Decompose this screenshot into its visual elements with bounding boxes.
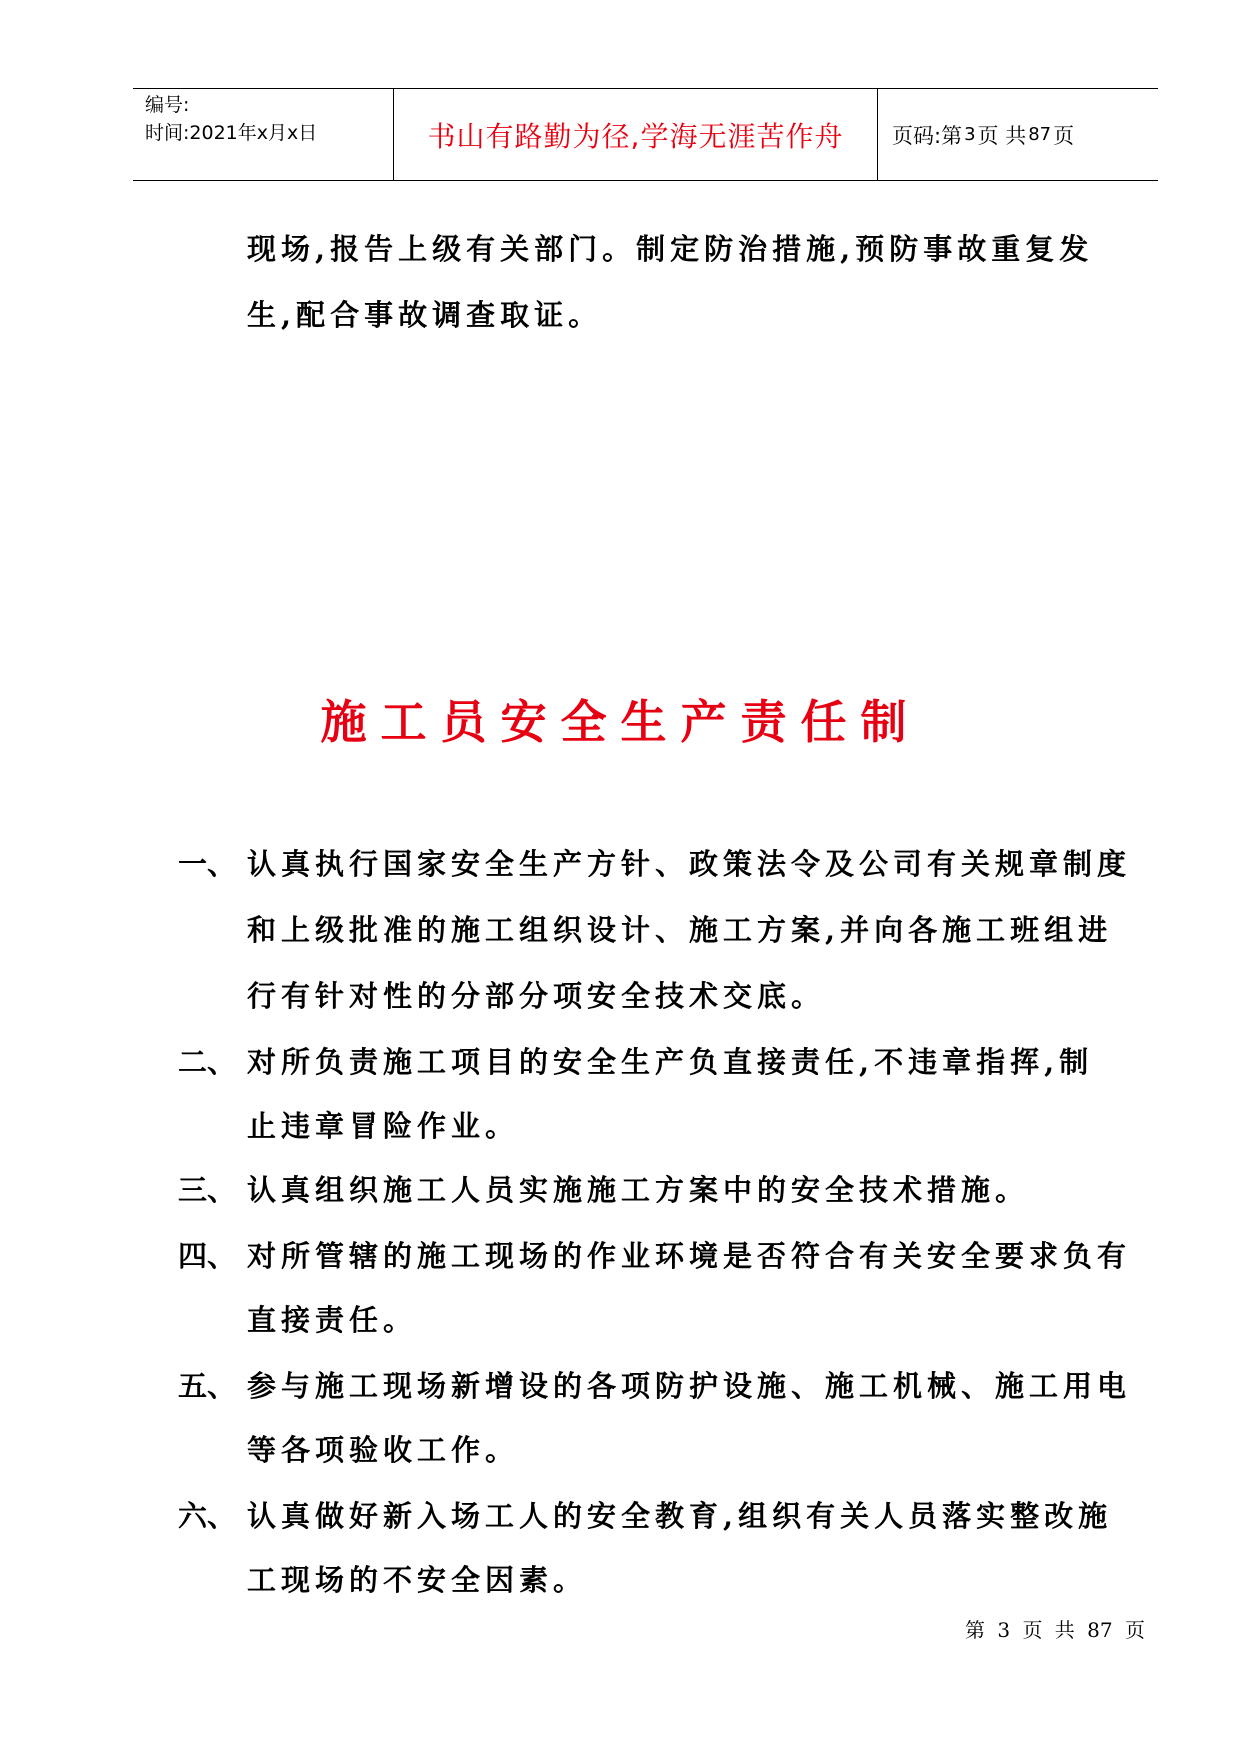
item-line: 直接责任。 — [247, 1303, 418, 1337]
continuation-line-2: 生,配合事故调查取证。 — [247, 298, 603, 332]
page-suffix: 页 — [1053, 123, 1075, 148]
item-line: 工现场的不安全因素。 — [247, 1563, 588, 1597]
header-motto: 书山有路勤为径,学海无涯苦作舟 — [394, 89, 878, 180]
item-line: 和上级批准的施工组织设计、施工方案,并向各施工班组进 — [247, 913, 1113, 947]
page-footer: 第 3 页 共 87 页 — [965, 1618, 1145, 1642]
item-line: 参与施工现场新增设的各项防护设施、施工机械、施工用电 — [247, 1369, 1132, 1403]
continuation-line-1: 现场,报告上级有关部门。制定防治措施,预防事故重复发 — [247, 232, 1094, 266]
header-meta-cell — [133, 89, 394, 180]
page-header — [133, 88, 1158, 181]
header-page-info — [878, 89, 1158, 180]
item-line: 行有针对性的分部分项安全技术交底。 — [247, 979, 826, 1013]
item-number: 六、 — [178, 1499, 237, 1533]
item-line: 对所管辖的施工现场的作业环境是否符合有关安全要求负有 — [247, 1239, 1132, 1273]
item-number: 五、 — [178, 1369, 237, 1403]
page-current: 3 — [964, 124, 976, 145]
item-number: 四、 — [178, 1239, 237, 1273]
item-number: 一、 — [178, 847, 237, 881]
item-line: 认真执行国家安全生产方针、政策法令及公司有关规章制度 — [247, 847, 1132, 881]
serial-label: 编号: — [145, 94, 190, 116]
item-line: 认真组织施工人员实施施工方案中的安全技术措施。 — [247, 1173, 1030, 1207]
page-mid: 页 共 — [977, 123, 1027, 148]
item-line: 止违章冒险作业。 — [247, 1109, 520, 1143]
item-line: 等各项验收工作。 — [247, 1433, 520, 1467]
time-label: 时间:2021年x月x日 — [145, 122, 318, 144]
item-line: 认真做好新入场工人的安全教育,组织有关人员落实整改施 — [247, 1499, 1113, 1533]
item-number: 二、 — [178, 1045, 237, 1079]
item-number: 三、 — [178, 1173, 237, 1207]
section-title: 施工员安全生产责任制 — [320, 695, 921, 749]
page-prefix: 页码:第 — [892, 123, 963, 148]
page-total: 87 — [1028, 124, 1052, 145]
item-line: 对所负责施工项目的安全生产负直接责任,不违章指挥,制 — [247, 1045, 1094, 1079]
